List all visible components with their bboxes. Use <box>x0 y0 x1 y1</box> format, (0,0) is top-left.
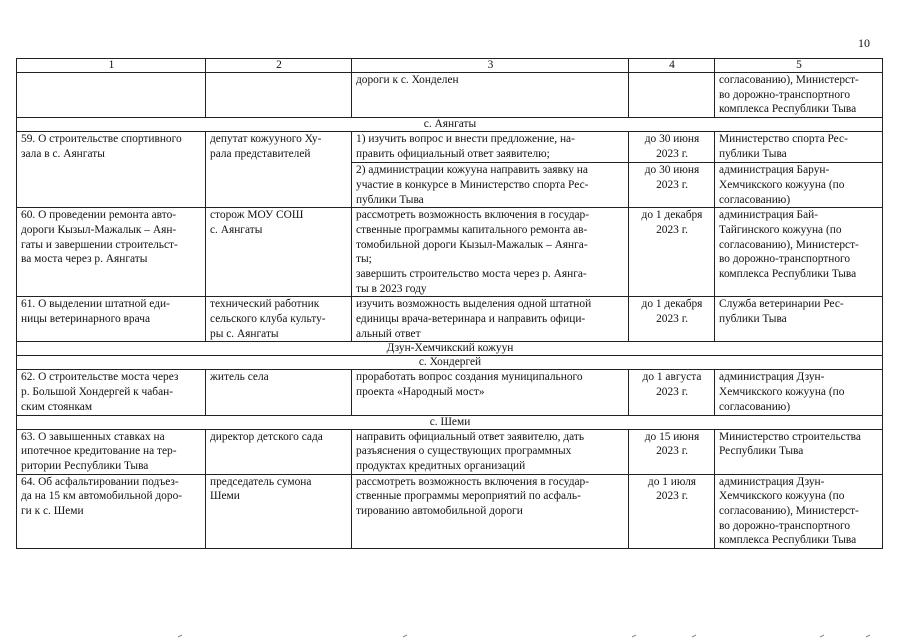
table-row <box>17 474 883 549</box>
applicant-cell: директор детского сада <box>206 429 352 474</box>
scan-mark <box>692 635 696 637</box>
responsible-cell: Министерство строительства Республики Тыва <box>715 429 883 474</box>
scan-mark <box>403 635 407 637</box>
column-header: 2 <box>206 59 352 73</box>
table-row <box>17 297 883 342</box>
table-row <box>17 370 883 415</box>
scan-mark <box>866 635 870 637</box>
applicant-cell: председатель сумона Шеми <box>206 474 352 549</box>
deadline-cell: до 1 августа 2023 г. <box>629 370 715 415</box>
measure-cell: дороги к с. Хонделен <box>352 73 629 118</box>
applicant-cell: депутат кожууного Ху- рала представителей <box>206 132 352 208</box>
applicant-cell: житель села <box>206 370 352 415</box>
table-row <box>17 208 883 297</box>
section-row <box>17 118 883 132</box>
responsible-cell: согласованию), Министерст- во дорожно-транспортного комплекса Республики Тыва <box>715 73 883 118</box>
deadline-cell: до 1 июля 2023 г. <box>629 474 715 549</box>
issue-cell: 64. Об асфальтировании подъез- да на 15 км автомобильной доро- ги к с. Шеми <box>17 474 206 549</box>
section-title: Дзун-Хемчикский кожуун <box>17 342 883 356</box>
section-title: с. Хондергей <box>17 356 883 370</box>
deadline-cell: до 1 декабря 2023 г. <box>629 297 715 342</box>
section-title: с. Аянгаты <box>17 118 883 132</box>
measure-cell: проработать вопрос создания муниципального проекта «Народный мост» <box>352 370 629 415</box>
measures-table <box>16 58 883 549</box>
column-header: 3 <box>352 59 629 73</box>
column-header: 1 <box>17 59 206 73</box>
table-row <box>17 132 883 208</box>
responsible-cell: Служба ветеринарии Рес- публики Тыва <box>715 297 883 342</box>
applicant-cell: сторож МОУ СОШ с. Аянгаты <box>206 208 352 297</box>
table-header-row <box>17 59 883 73</box>
table-row <box>17 73 883 118</box>
section-row <box>17 356 883 370</box>
page-number: 10 <box>858 36 870 50</box>
measure-cell: рассмотреть возможность включения в государ- ственные программы мероприятий по асфаль- тированию автомобильной дороги <box>352 474 629 549</box>
responsible-cell: администрация Бай- Тайгинского кожууна (по согласованию), Министерст- во дорожно-транспортного комплекса Республики Тыва <box>715 208 883 297</box>
section-title: с. Шеми <box>17 415 883 429</box>
issue-cell: 60. О проведении ремонта авто- дороги Кызыл-Мажалык – Аян- гаты и завершении строительст- ва моста через р. Аянгаты <box>17 208 206 297</box>
scan-mark <box>820 635 824 637</box>
table-row <box>17 429 883 474</box>
scan-edge-marks <box>0 632 905 638</box>
responsible-cell: Министерство спорта Рес- публики Тыва администрация Барун- Хемчикского кожууна (по согласованию) <box>715 132 883 208</box>
applicant-cell: технический работник сельского клуба культу- ры с. Аянгаты <box>206 297 352 342</box>
responsible-cell: администрация Дзун- Хемчикского кожууна (по согласованию), Министерст- во дорожно-транспортного комплекса Республики Тыва <box>715 474 883 549</box>
section-row <box>17 342 883 356</box>
measure-cell: 1) изучить вопрос и внести предложение, на- править официальный ответ заявителю; 2) администрации кожууна направить заявку на участие в конкурсе в Министерство спорта Рес- публики Тыва <box>352 132 629 208</box>
measure-cell: рассмотреть возможность включения в государ- ственные программы капитального ремонта ав- томобильной дороги Кызыл-Мажалык – Аянга- ты; завершить строительство моста через р. Аянга- ты в 2023 году <box>352 208 629 297</box>
deadline-cell: до 30 июня 2023 г. до 30 июня 2023 г. <box>629 132 715 208</box>
deadline-cell: до 15 июня 2023 г. <box>629 429 715 474</box>
section-row <box>17 415 883 429</box>
column-header: 4 <box>629 59 715 73</box>
column-header: 5 <box>715 59 883 73</box>
issue-cell: 62. О строительстве моста через р. Большой Хондергей к чабан- ским стоянкам <box>17 370 206 415</box>
issue-cell: 63. О завышенных ставках на ипотечное кредитование на тер- ритории Республики Тыва <box>17 429 206 474</box>
responsible-cell: администрация Дзун- Хемчикского кожууна (по согласованию) <box>715 370 883 415</box>
measure-cell: направить официальный ответ заявителю, дать разъяснения о существующих программных продуктах кредитных организаций <box>352 429 629 474</box>
issue-cell: 61. О выделении штатной еди- ницы ветеринарного врача <box>17 297 206 342</box>
scan-mark <box>632 635 636 637</box>
scan-mark <box>178 635 182 637</box>
issue-cell: 59. О строительстве спортивного зала в с. Аянгаты <box>17 132 206 208</box>
measure-cell: изучить возможность выделения одной штатной единицы врача-ветеринара и направить офици- альный ответ <box>352 297 629 342</box>
deadline-cell: до 1 декабря 2023 г. <box>629 208 715 297</box>
